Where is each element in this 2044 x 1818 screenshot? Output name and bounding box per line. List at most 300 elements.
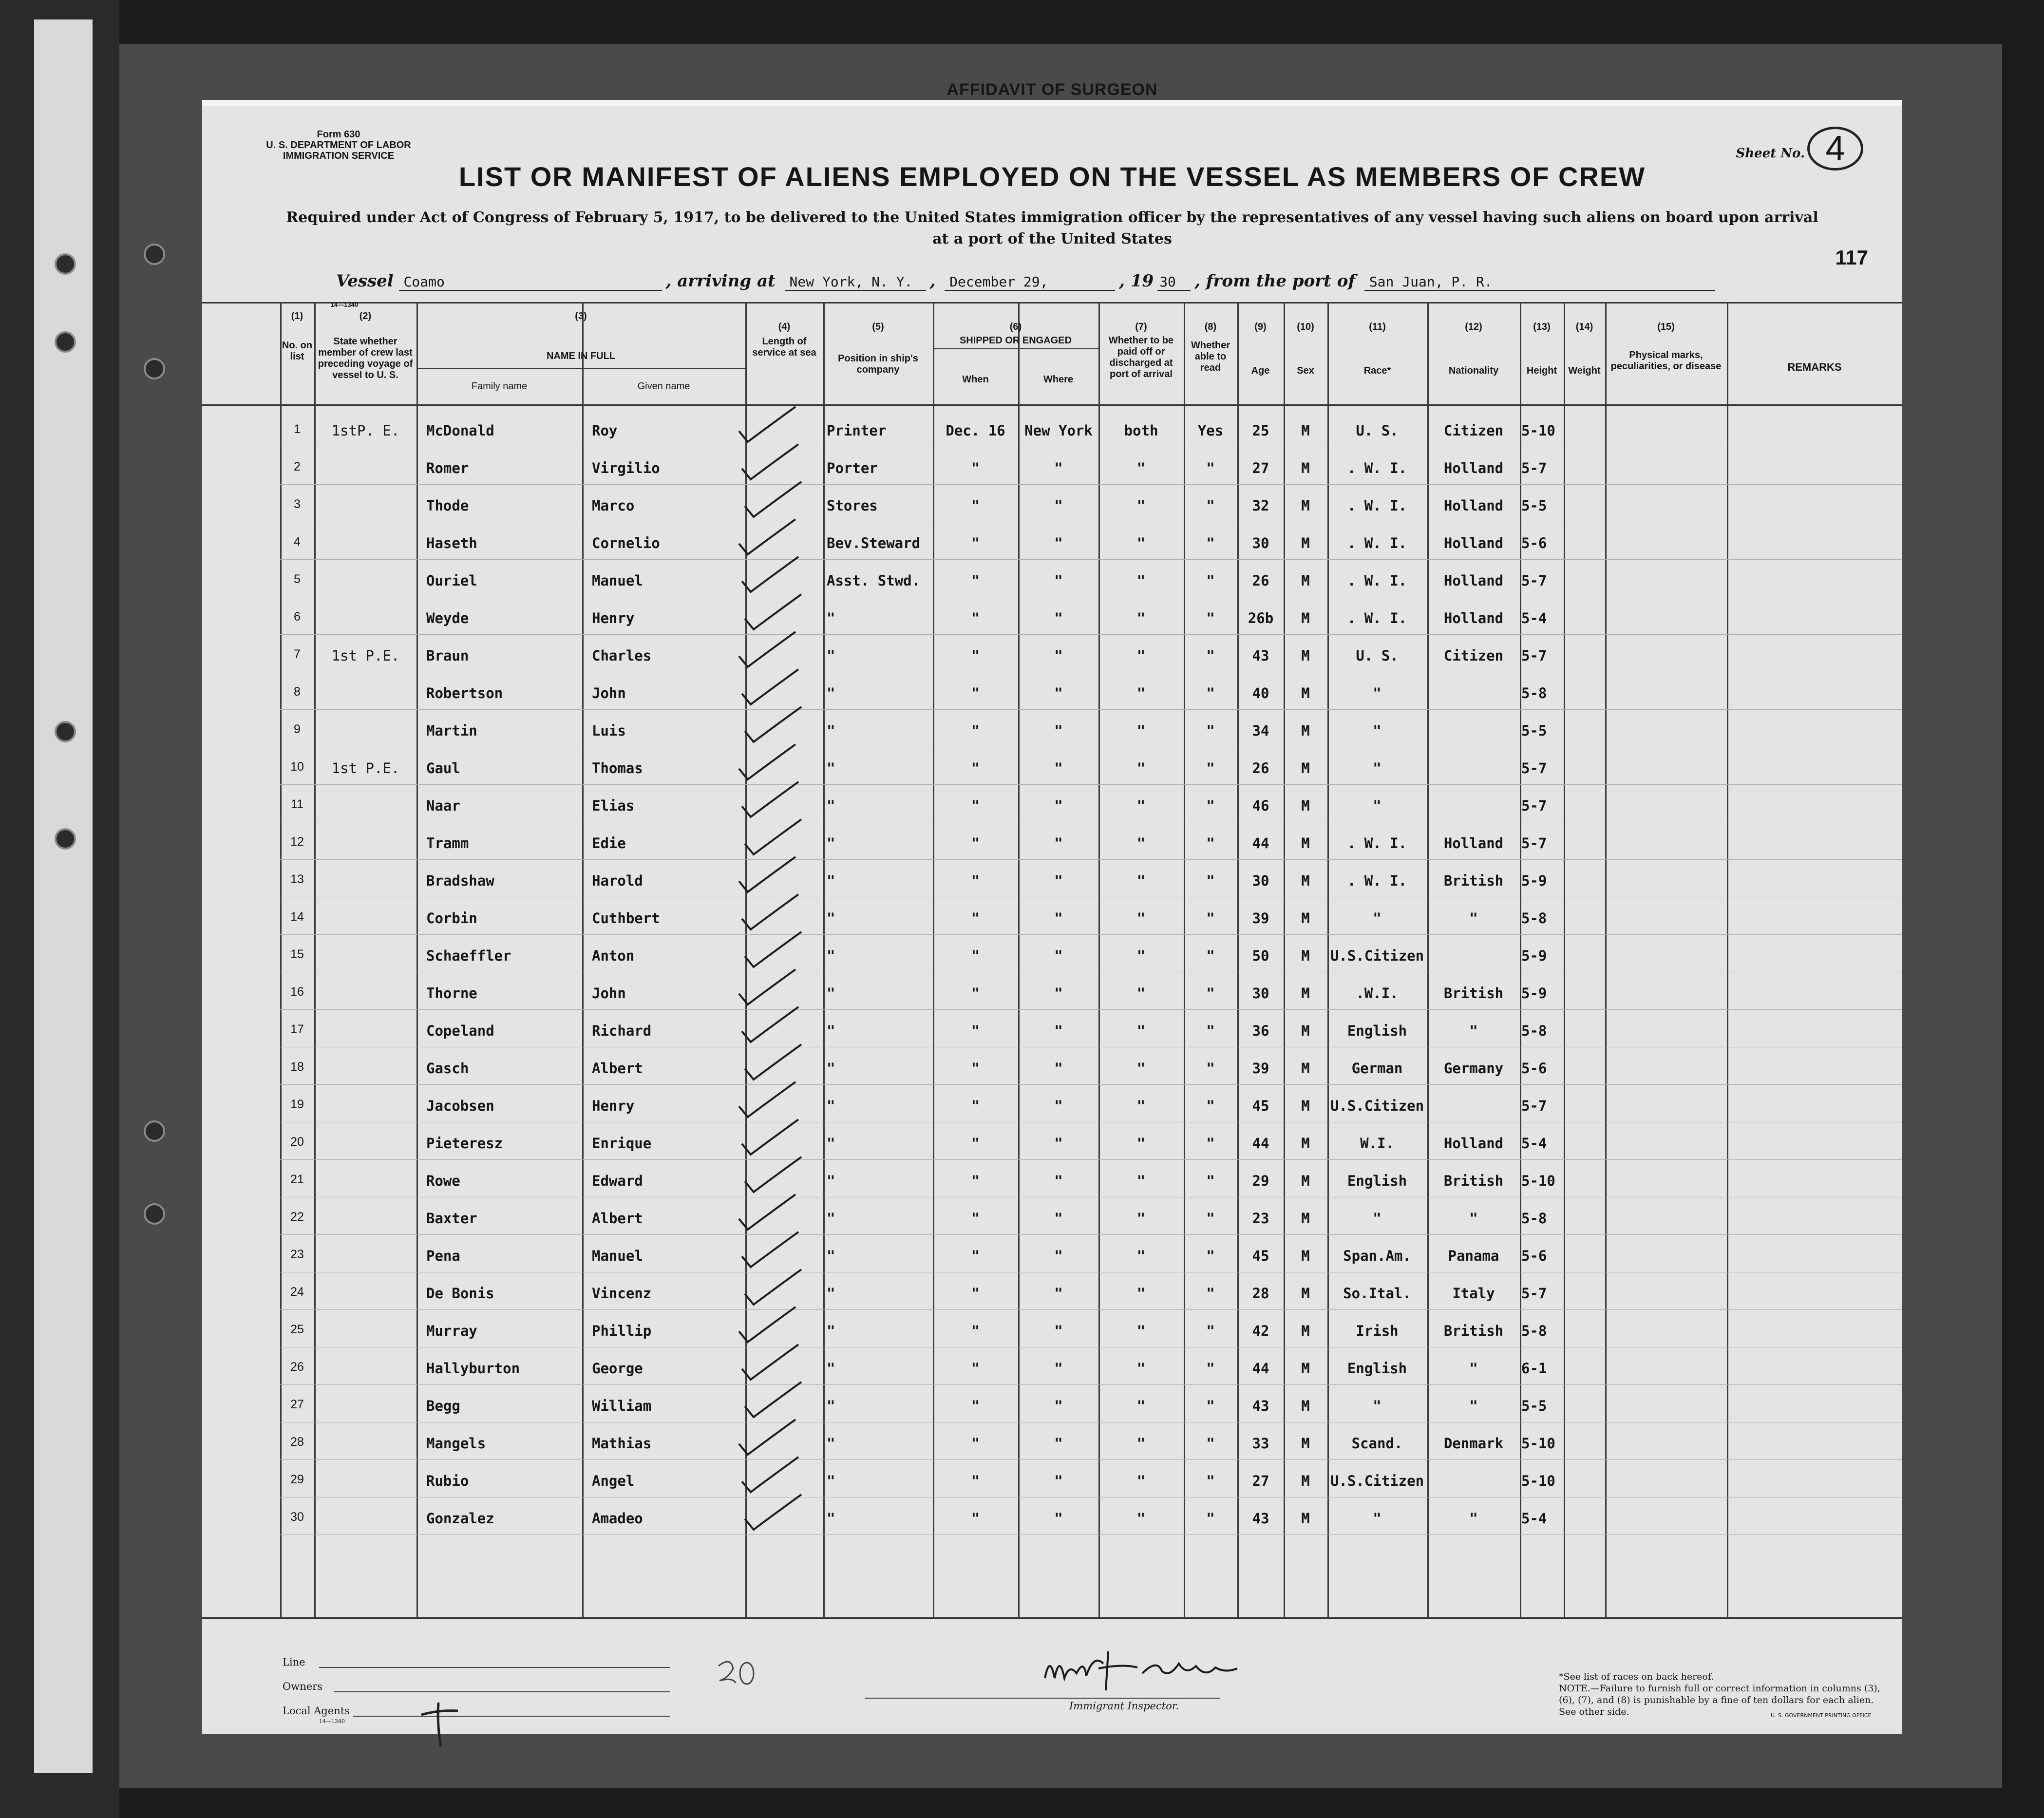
cell-nat: Germany: [1443, 1060, 1504, 1077]
cell-sex: M: [1301, 610, 1310, 626]
cell-family: Begg: [426, 1398, 460, 1414]
note-races: *See list of races on back hereof.: [1559, 1671, 1714, 1682]
header-age: Age: [1251, 365, 1270, 376]
cell-age: 46: [1252, 797, 1269, 814]
footer-note: [1559, 1671, 1890, 1718]
cell-position: ": [827, 1023, 835, 1039]
cell-height: 5-8: [1521, 685, 1547, 701]
cell-nat: Holland: [1443, 572, 1504, 589]
cell-height: 5-4: [1521, 1510, 1547, 1527]
table-rule: [202, 1617, 1902, 1619]
cell-when: ": [971, 1135, 980, 1152]
cell-given: Albert: [592, 1210, 643, 1227]
cell-position: ": [827, 872, 835, 889]
header-shipped-engaged: SHIPPED OR ENGAGED: [959, 335, 1072, 346]
cell-where: ": [1054, 535, 1063, 551]
cell-position: Porter: [827, 460, 878, 476]
cell-read: ": [1206, 685, 1215, 701]
cell-paid: ": [1136, 1398, 1146, 1414]
row-rule: [280, 784, 1902, 785]
cell-race: U. S.: [1356, 422, 1399, 439]
table-row: [202, 1499, 1902, 1537]
row-rule: [280, 1084, 1902, 1085]
cell-given: Henry: [592, 610, 635, 626]
cell-given: Mathias: [592, 1435, 652, 1452]
cell-family: Baxter: [426, 1210, 477, 1227]
cell-read: ": [1206, 1510, 1215, 1527]
col-number: (7): [1135, 322, 1147, 332]
cell-height: 5-7: [1521, 1098, 1547, 1114]
cell-sex: M: [1301, 422, 1310, 439]
cell-sex: M: [1301, 1510, 1310, 1527]
cell-family: Schaeffler: [426, 947, 511, 964]
col-number: (10): [1297, 322, 1314, 332]
cell-sex: M: [1301, 572, 1310, 589]
row-rule: [280, 1459, 1902, 1460]
cell-family: Tramm: [426, 835, 469, 852]
cell-height: 5-5: [1521, 497, 1547, 514]
cell-where: ": [1054, 1435, 1063, 1452]
table-row: [202, 674, 1902, 712]
cell-where: ": [1054, 1098, 1063, 1114]
table-row: [202, 787, 1902, 824]
cell-nat: Denmark: [1443, 1435, 1504, 1452]
cell-paid: ": [1136, 1323, 1146, 1339]
cell-position: ": [827, 1473, 835, 1489]
cell-no: 13: [290, 872, 304, 886]
header-where: Where: [1043, 374, 1074, 385]
cell-age: 28: [1252, 1285, 1269, 1302]
page-number: 117: [1835, 246, 1868, 269]
comma-sep: ,: [929, 271, 936, 291]
cell-family: Gaul: [426, 760, 460, 776]
cell-height: 5-6: [1521, 535, 1547, 551]
header-given-name: Given name: [637, 381, 690, 392]
cell-height: 5-9: [1521, 985, 1547, 1002]
cell-age: 43: [1252, 1398, 1269, 1414]
cell-paid: ": [1136, 572, 1146, 589]
footer-line-label: Line: [283, 1656, 305, 1668]
vessel-name: Coamo: [399, 274, 662, 291]
cell-nat: Citizen: [1443, 422, 1504, 439]
form-stamp: 14—1340: [330, 301, 359, 308]
cell-height: 6-1: [1521, 1360, 1547, 1377]
cell-when: ": [971, 1323, 980, 1339]
cell-family: McDonald: [426, 422, 494, 439]
cell-no: 23: [290, 1248, 304, 1261]
cell-read: ": [1206, 835, 1215, 852]
cell-sex: M: [1301, 460, 1310, 476]
footer-line-rule: [319, 1667, 670, 1668]
cell-age: 50: [1252, 947, 1269, 964]
footer-agents-rule: [353, 1716, 670, 1717]
cell-family: Thorne: [426, 985, 477, 1002]
cell-age: 36: [1252, 1023, 1269, 1039]
cell-age: 34: [1252, 722, 1269, 739]
cell-nat: Italy: [1452, 1285, 1495, 1302]
cell-given: Edie: [592, 835, 626, 852]
cell-no: 30: [290, 1510, 304, 1524]
cell-read: ": [1206, 460, 1215, 476]
cell-height: 5-5: [1521, 722, 1547, 739]
cell-given: Edward: [592, 1173, 643, 1189]
cell-nat: ": [1469, 1360, 1478, 1377]
cell-height: 5-8: [1521, 1023, 1547, 1039]
cell-height: 5-7: [1521, 797, 1547, 814]
cell-race: U.S.Citizen: [1330, 1098, 1424, 1114]
cell-given: Richard: [592, 1023, 652, 1039]
cell-where: ": [1054, 460, 1063, 476]
cell-family: Mangels: [426, 1435, 486, 1452]
cell-read: ": [1206, 1173, 1215, 1189]
cell-given: John: [592, 685, 626, 701]
cell-family: Rubio: [426, 1473, 469, 1489]
cell-family: Rowe: [426, 1173, 460, 1189]
cell-paid: ": [1136, 1135, 1146, 1152]
header-height: Height: [1526, 365, 1557, 376]
cell-position: ": [827, 722, 835, 739]
header-nationality: Nationality: [1448, 365, 1499, 376]
cell-race: U. S.: [1356, 647, 1399, 664]
cell-height: 5-7: [1521, 647, 1547, 664]
footer-owners-label: Owners: [283, 1681, 322, 1692]
cell-when: ": [971, 1285, 980, 1302]
header-remarks: REMARKS: [1787, 361, 1842, 373]
cell-where: ": [1054, 1060, 1063, 1077]
cell-paid: ": [1136, 760, 1146, 776]
cell-read: ": [1206, 572, 1215, 589]
cell-when: ": [971, 797, 980, 814]
header-length-service: Length of service at sea: [752, 336, 816, 358]
cell-paid: ": [1136, 722, 1146, 739]
cell-sex: M: [1301, 1060, 1310, 1077]
cell-nat: Holland: [1443, 460, 1504, 476]
cell-nat: Holland: [1443, 1135, 1504, 1152]
header-state-member: State whether member of crew last preceding voyage of vessel to U. S.: [318, 336, 413, 380]
cell-race: German: [1351, 1060, 1403, 1077]
cell-given: Anton: [592, 947, 635, 964]
cell-race: English: [1347, 1173, 1407, 1189]
cell-read: ": [1206, 1323, 1215, 1339]
cell-where: ": [1054, 1360, 1063, 1377]
cell-read: ": [1206, 1135, 1215, 1152]
cell-sex: M: [1301, 872, 1310, 889]
cell-sex: M: [1301, 647, 1310, 664]
cell-sex: M: [1301, 760, 1310, 776]
cell-sex: M: [1301, 1248, 1310, 1264]
cell-read: ": [1206, 1360, 1215, 1377]
cell-family: Weyde: [426, 610, 469, 626]
cell-height: 5-4: [1521, 610, 1547, 626]
cell-race: Irish: [1356, 1323, 1399, 1339]
cell-nat: Holland: [1443, 835, 1504, 852]
cell-race: . W. I.: [1347, 835, 1407, 852]
cell-read: ": [1206, 760, 1215, 776]
table-row: [202, 1424, 1902, 1462]
cell-no: 14: [290, 910, 304, 924]
cell-family: Copeland: [426, 1023, 494, 1039]
cell-when: ": [971, 460, 980, 476]
cell-no: 6: [294, 610, 301, 624]
cell-height: 5-7: [1521, 572, 1547, 589]
cell-given: Manuel: [592, 572, 643, 589]
cell-read: ": [1206, 1248, 1215, 1264]
note-text: NOTE.—Failure to furnish full or correct information in columns (3), (6), (7), and (8) is punishable by a fine of ten dollars for each alien. See other side.: [1559, 1683, 1880, 1717]
table-rule: [202, 302, 1902, 303]
handwritten-plus-mark: [412, 1695, 465, 1749]
cell-height: 5-4: [1521, 1135, 1547, 1152]
cell-read: ": [1206, 1210, 1215, 1227]
cell-sex: M: [1301, 1323, 1310, 1339]
cell-height: 5-7: [1521, 760, 1547, 776]
cell-prev: 1st P.E.: [331, 760, 400, 776]
cell-where: ": [1054, 1323, 1063, 1339]
cell-when: ": [971, 1248, 980, 1264]
cell-age: 44: [1252, 1135, 1269, 1152]
row-rule: [280, 1234, 1902, 1235]
cell-given: Phillip: [592, 1323, 652, 1339]
cell-age: 32: [1252, 497, 1269, 514]
cell-paid: ": [1136, 1285, 1146, 1302]
table-row: [202, 1199, 1902, 1237]
cell-family: Hallyburton: [426, 1360, 520, 1377]
cell-sex: M: [1301, 835, 1310, 852]
cell-sex: M: [1301, 535, 1310, 551]
printer-imprint: U. S. GOVERNMENT PRINTING OFFICE: [1771, 1712, 1872, 1719]
cell-family: Naar: [426, 797, 460, 814]
sheet-number: 4: [1807, 127, 1863, 170]
cell-where: ": [1054, 685, 1063, 701]
col-number: (12): [1465, 322, 1482, 332]
cell-paid: ": [1136, 1435, 1146, 1452]
cell-when: ": [971, 1360, 980, 1377]
cell-no: 4: [294, 535, 301, 549]
header-sex: Sex: [1297, 365, 1314, 376]
table-row: [202, 937, 1902, 974]
table-row: [202, 899, 1902, 937]
col-number: (2): [359, 311, 372, 322]
cell-age: 25: [1252, 422, 1269, 439]
cell-position: ": [827, 1135, 835, 1152]
cell-paid: ": [1136, 947, 1146, 964]
cell-family: Braun: [426, 647, 469, 664]
cell-given: Roy: [592, 422, 618, 439]
row-rule: [280, 1534, 1902, 1535]
cell-age: 39: [1252, 910, 1269, 927]
cell-position: ": [827, 947, 835, 964]
binder-hole: [144, 1203, 165, 1225]
table-row: [202, 1087, 1902, 1124]
cell-no: 24: [290, 1285, 304, 1299]
cell-family: Thode: [426, 497, 469, 514]
row-rule: [280, 709, 1902, 710]
table-row: [202, 1387, 1902, 1424]
cell-race: . W. I.: [1347, 872, 1407, 889]
cell-where: ": [1054, 1510, 1063, 1527]
cell-position: ": [827, 1510, 835, 1527]
cell-age: 45: [1252, 1098, 1269, 1114]
cell-family: De Bonis: [426, 1285, 494, 1302]
cell-no: 16: [290, 985, 304, 999]
cell-position: Stores: [827, 497, 878, 514]
cell-read: ": [1206, 1285, 1215, 1302]
cell-paid: ": [1136, 835, 1146, 852]
cell-sex: M: [1301, 1135, 1310, 1152]
cell-no: 17: [290, 1023, 304, 1036]
cell-age: 27: [1252, 1473, 1269, 1489]
header-no-on-list: No. on list: [282, 340, 313, 362]
cell-age: 42: [1252, 1323, 1269, 1339]
col-number: (6): [1009, 322, 1022, 332]
cell-family: Ouriel: [426, 572, 477, 589]
vessel-line: [336, 271, 1715, 291]
col-number: (5): [872, 322, 884, 332]
cell-no: 19: [290, 1098, 304, 1111]
cell-race: .W.I.: [1356, 985, 1399, 1002]
cell-no: 12: [290, 835, 304, 849]
cell-when: ": [971, 685, 980, 701]
col-number: (1): [291, 311, 303, 322]
inspector-label: Immigrant Inspector.: [1069, 1700, 1179, 1712]
cell-family: Jacobsen: [426, 1098, 494, 1114]
cell-height: 5-8: [1521, 1323, 1547, 1339]
cell-read: ": [1206, 1473, 1215, 1489]
cell-race: . W. I.: [1347, 610, 1407, 626]
cell-family: Pieteresz: [426, 1135, 503, 1152]
cell-no: 29: [290, 1473, 304, 1486]
cell-position: ": [827, 1360, 835, 1377]
cell-read: ": [1206, 1060, 1215, 1077]
col-number: (13): [1533, 322, 1551, 332]
binder-hole: [144, 358, 165, 379]
cell-paid: ": [1136, 1173, 1146, 1189]
from-port-label: , from the port of: [1194, 271, 1356, 291]
cell-no: 18: [290, 1060, 304, 1074]
cell-position: ": [827, 610, 835, 626]
cell-position: Asst. Stwd.: [827, 572, 921, 589]
arriving-label: , arriving at: [665, 271, 776, 291]
cell-where: ": [1054, 1023, 1063, 1039]
cell-paid: ": [1136, 1098, 1146, 1114]
cell-read: ": [1206, 797, 1215, 814]
cell-where: ": [1054, 835, 1063, 852]
cell-sex: M: [1301, 1473, 1310, 1489]
cell-read: ": [1206, 535, 1215, 551]
cell-no: 1: [294, 422, 301, 436]
cell-position: ": [827, 985, 835, 1002]
arriving-port: New York, N. Y.: [785, 274, 926, 291]
cell-age: 26: [1252, 760, 1269, 776]
cell-paid: ": [1136, 647, 1146, 664]
header-family-name: Family name: [471, 381, 528, 392]
binder-hole: [144, 244, 165, 265]
cell-height: 5-6: [1521, 1248, 1547, 1264]
cell-position: ": [827, 1323, 835, 1339]
cell-race: . W. I.: [1347, 497, 1407, 514]
cell-where: ": [1054, 1473, 1063, 1489]
cell-nat: Panama: [1448, 1248, 1499, 1264]
cell-where: ": [1054, 1135, 1063, 1152]
table-row: [202, 1012, 1902, 1049]
cell-when: ": [971, 1023, 980, 1039]
footer-agents-label: Local Agents: [283, 1705, 350, 1717]
cell-race: U.S.Citizen: [1330, 1473, 1424, 1489]
cell-family: Haseth: [426, 535, 477, 551]
cell-height: 5-9: [1521, 947, 1547, 964]
cell-position: ": [827, 685, 835, 701]
cell-family: Martin: [426, 722, 477, 739]
cell-no: 20: [290, 1135, 304, 1149]
binder-hole: [55, 253, 76, 275]
cell-read: ": [1206, 722, 1215, 739]
header-name-in-full: NAME IN FULL: [546, 351, 616, 361]
cell-given: Luis: [592, 722, 626, 739]
header-paid-off: Whether to be paid off or discharged at port of arrival: [1108, 335, 1174, 379]
cell-read: ": [1206, 1023, 1215, 1039]
cell-race: ": [1373, 797, 1382, 814]
cell-position: ": [827, 1060, 835, 1077]
header-weight: Weight: [1568, 365, 1601, 376]
table-row: [202, 1274, 1902, 1312]
inspector-signature: [1040, 1644, 1249, 1698]
cell-paid: ": [1136, 685, 1146, 701]
cell-position: Bev.Steward: [827, 535, 921, 551]
cell-sex: M: [1301, 1360, 1310, 1377]
table-row: [202, 1462, 1902, 1499]
table-row: [202, 1162, 1902, 1199]
cell-height: 5-10: [1521, 1435, 1555, 1452]
arrival-date: December 29,: [945, 274, 1115, 291]
cell-height: 5-8: [1521, 910, 1547, 927]
cell-age: 45: [1252, 1248, 1269, 1264]
cell-read: Yes: [1197, 422, 1224, 439]
table-row: [202, 824, 1902, 862]
cell-nat: ": [1469, 1510, 1478, 1527]
cell-race: . W. I.: [1347, 572, 1407, 589]
cell-position: ": [827, 1435, 835, 1452]
table-row: [202, 1312, 1902, 1349]
form-no-line: Form 630: [317, 129, 360, 140]
cell-where: ": [1054, 497, 1063, 514]
cell-sex: M: [1301, 685, 1310, 701]
cell-given: Cuthbert: [592, 910, 660, 927]
col-number: (8): [1204, 322, 1217, 332]
cell-sex: M: [1301, 1285, 1310, 1302]
cell-sex: M: [1301, 722, 1310, 739]
table-row: [202, 412, 1902, 449]
cell-race: ": [1373, 1210, 1382, 1227]
cell-position: Printer: [827, 422, 887, 439]
cell-when: ": [971, 497, 980, 514]
cell-read: ": [1206, 1398, 1215, 1414]
cell-where: ": [1054, 1173, 1063, 1189]
cell-where: ": [1054, 797, 1063, 814]
cell-family: Gonzalez: [426, 1510, 494, 1527]
cell-when: ": [971, 760, 980, 776]
cell-age: 43: [1252, 647, 1269, 664]
cell-race: So.Ital.: [1343, 1285, 1411, 1302]
row-rule: [280, 1384, 1902, 1385]
footer-agents-stamp: 14—1340: [319, 1718, 345, 1724]
cell-paid: ": [1136, 535, 1146, 551]
cell-age: 44: [1252, 835, 1269, 852]
row-rule: [280, 859, 1902, 860]
cell-read: ": [1206, 910, 1215, 927]
table-row: [202, 562, 1902, 599]
cell-paid: ": [1136, 1210, 1146, 1227]
form-no-line: IMMIGRATION SERVICE: [283, 151, 395, 161]
cell-paid: ": [1136, 1510, 1146, 1527]
